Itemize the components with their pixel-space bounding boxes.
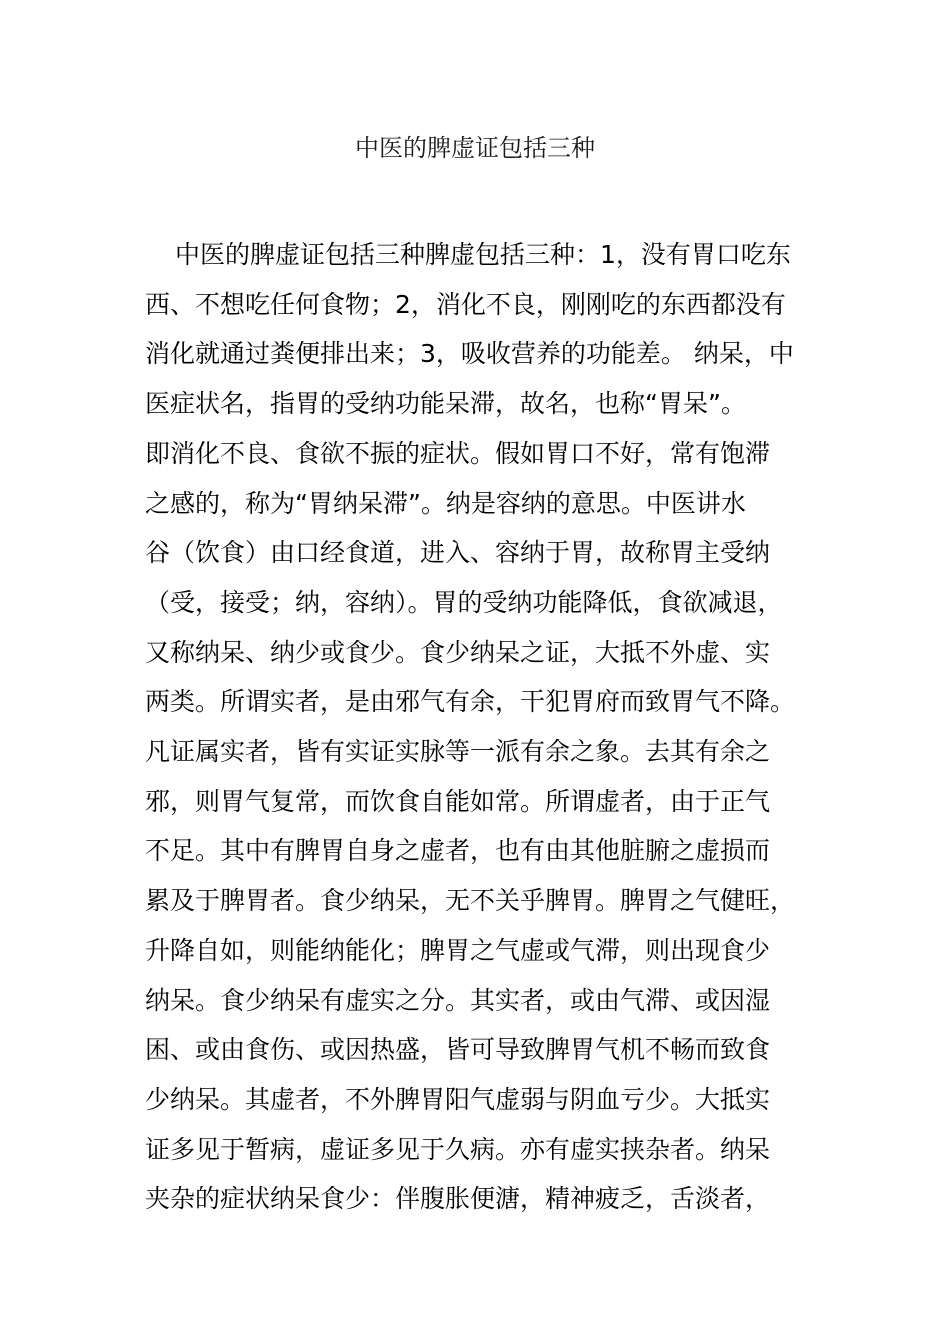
text-line: 证多见于暂病，虚证多见于久病。亦有虚实挟杂者。纳呆 — [145, 1134, 771, 1164]
text-line: 累及于脾胃者。食少纳呆，无不关乎脾胃。脾胃之气健旺， — [145, 886, 796, 916]
text-line: 医症状名，指胃的受纳功能呆滞，故名，也称“胃呆”。 — [145, 389, 746, 419]
text-line: 中医的脾虚证包括三种脾虚包括三种：1，没有胃口吃东 — [175, 240, 791, 269]
text-line: 两类。所谓实者，是由邪气有余，干犯胃府而致胃气不降。 — [145, 687, 796, 717]
text-line: 即消化不良、食欲不振的症状。假如胃口不好，常有饱滞 — [145, 438, 771, 468]
text-line: 不足。其中有脾胃自身之虚者，也有由其他脏腑之虚损而 — [145, 836, 771, 866]
text-line: （受，接受；纳，容纳）。胃的受纳功能降低，食欲减退， — [145, 587, 783, 617]
text-line: 西、不想吃任何食物；2，消化不良，刚刚吃的东西都没有 — [145, 289, 786, 319]
text-line: 少纳呆。其虚者，不外脾胃阳气虚弱与阴血亏少。大抵实 — [145, 1084, 771, 1114]
text-line: 纳呆。食少纳呆有虚实之分。其实者，或由气滞、或因湿 — [145, 985, 771, 1015]
text-line: 之感的，称为“胃纳呆滞”。纳是容纳的意思。中医讲水 — [145, 488, 746, 518]
text-line: 夹杂的症状纳呆食少：伴腹胀便溏，精神疲乏，舌淡者， — [145, 1184, 771, 1214]
text-line: 消化就通过粪便排出来；3，吸收营养的功能差。 纳呆，中 — [145, 339, 794, 369]
text-line: 邪，则胃气复常，而饮食自能如常。所谓虚者，由于正气 — [145, 786, 771, 816]
text-line: 升降自如，则能纳能化；脾胃之气虚或气滞，则出现食少 — [145, 935, 771, 965]
text-line: 困、或由食伤、或因热盛，皆可导致脾胃气机不畅而致食 — [145, 1035, 771, 1065]
text-line: 凡证属实者，皆有实证实脉等一派有余之象。去其有余之 — [145, 737, 771, 767]
document-body — [145, 230, 810, 1224]
text-line: 谷（饮食）由口经食道，进入、容纳于胃，故称胃主受纳 — [145, 538, 771, 568]
text-line: 又称纳呆、纳少或食少。食少纳呆之证，大抵不外虚、实 — [145, 637, 771, 667]
document-title: 中医的脾虚证包括三种 — [355, 134, 595, 162]
